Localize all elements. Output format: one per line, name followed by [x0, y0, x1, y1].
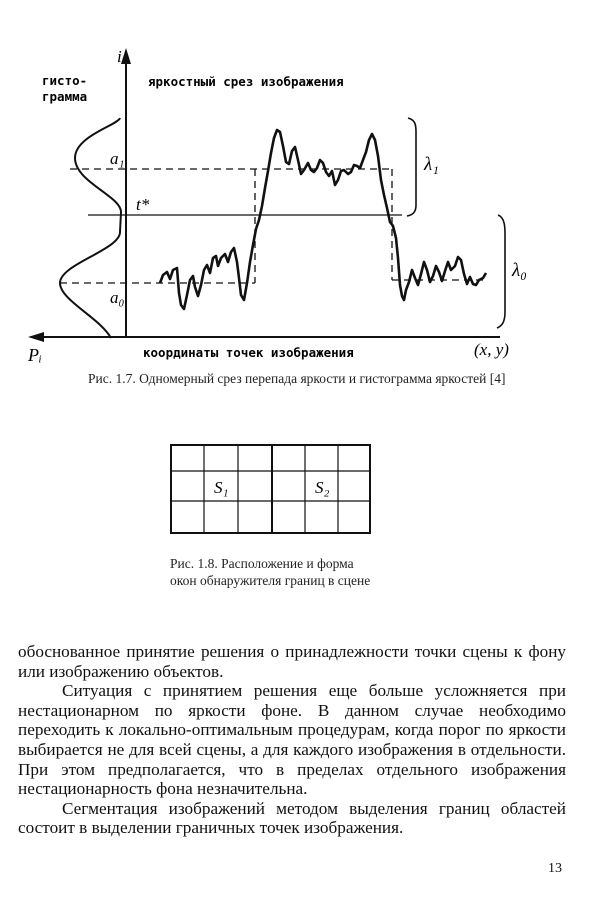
x-axis-end-label: (x, y) [474, 340, 509, 359]
window-s2-label: S₂ [315, 478, 330, 497]
window-s1-label: S₁ [214, 478, 229, 497]
axis-i-label: i [117, 47, 122, 66]
lambda1-bracket [407, 118, 416, 216]
label-lambda1: λ₁ [424, 154, 439, 175]
axis-i-arrow [121, 48, 131, 64]
figure-1-8-caption: Рис. 1.8. Расположение и форма окон обнаружителя границ в сцене [170, 556, 371, 588]
x-axis-label: координаты точек изображения [143, 345, 354, 360]
page-number: 13 [548, 861, 562, 876]
axis-x-left-arrow [28, 332, 44, 342]
grid-outer-frame [171, 445, 370, 533]
label-lambda0: λ₀ [512, 260, 527, 281]
figure-1-7-caption: Рис. 1.7. Одномерный срез перепада яркости и гистограмма яркостей [4] [88, 371, 506, 386]
histogram-label-2: грамма [42, 89, 88, 104]
paragraph-2: Ситуация с принятием решения еще больше усложняется при нестационарном по яркости фоне. В данном случае необходимо переходить к локально-оптимальным процедурам, когда порог по яркости выбирается не для всей сцены, а для каждого изображения в отдельности. При этом предполагается, что в пределах отдельного изображения нестационарность фона незначительна. [18, 681, 566, 799]
paragraph-3: Сегментация изображений методом выделения границ областей состоит в выделении граничных точек изображения. [18, 798, 566, 838]
histogram-label: гисто- [42, 73, 88, 88]
lambda0-bracket [497, 215, 505, 328]
paragraph-1: обоснованное принятие решения о принадлежности точки сцены к фону или изображению объектов. [18, 642, 566, 681]
body-text [18, 642, 566, 838]
figure-1-7-profile-histogram [0, 0, 592, 370]
label-a0: a₀ [110, 288, 125, 307]
figure-1-8-window-grid [0, 438, 592, 548]
label-a1: a₁ [110, 149, 125, 168]
label-p-i: Pᵢ [28, 345, 42, 365]
profile-title: яркостный срез изображения [148, 74, 344, 89]
label-t-star: t* [136, 195, 150, 214]
